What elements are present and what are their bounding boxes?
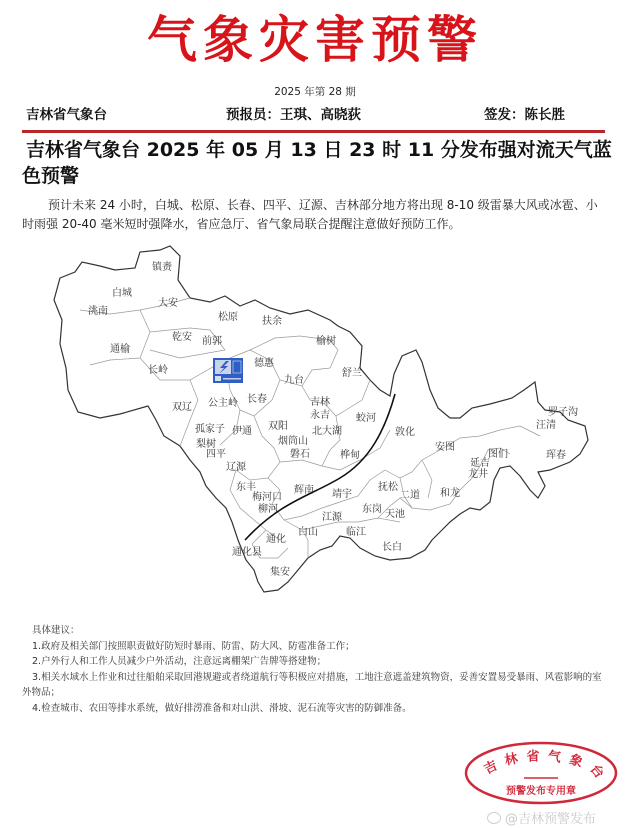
map-label: 临江 xyxy=(346,527,366,538)
map-label: 长春 xyxy=(247,394,267,405)
warning-body: 预计未来 24 小时，白城、松原、长春、四平、辽源、吉林部分地方将出现 8-10 级雷暴大风或冰雹、小时雨强 20-40 毫米短时强降水，省应急厅、省气象局联合提醒注意做好预防工作。 xyxy=(22,198,598,231)
map-label: 白山 xyxy=(298,527,318,538)
map-label: 磐石 xyxy=(290,449,310,460)
advice-item: 2.户外行人和工作人员减少户外活动，注意远离棚架广告牌等搭建物； xyxy=(32,656,327,667)
stamp-bottom-text: 预警发布专用章 xyxy=(506,786,576,797)
map-label: 扶余 xyxy=(262,316,282,327)
map-label: 龙井 xyxy=(468,469,488,480)
map-label: 通榆 xyxy=(110,344,130,355)
map-label: 辽源 xyxy=(226,462,246,473)
map-label: 罗子沟 xyxy=(548,407,578,418)
official-stamp xyxy=(462,740,620,806)
map-label: 洮南 xyxy=(88,306,108,317)
advice-item: 3.相关水域水上作业和过往船舶采取回港规避或者绕道航行等积极应对措施，工地注意遮盖建筑物资，妥善安置易受暴雨、风雹影响的室外物品； xyxy=(22,671,602,698)
map-label: 靖宇 xyxy=(332,489,352,500)
map-label: 江源 xyxy=(322,512,342,523)
map-label: 梅河口 xyxy=(252,492,282,503)
map-label: 吉林 xyxy=(310,397,330,408)
map-label: 北大湖 xyxy=(312,426,342,437)
advice-heading: 具体建议： xyxy=(32,625,80,636)
map-label: 蛟河 xyxy=(356,413,376,424)
map-label: 长岭 xyxy=(148,365,168,376)
map-label: 舒兰 xyxy=(342,368,362,379)
stamp-top-text: 吉林省气象台 xyxy=(481,749,612,788)
weibo-watermark xyxy=(487,808,596,827)
map-label: 珲春 xyxy=(546,450,566,461)
map-label: 榆树 xyxy=(316,336,336,347)
map-label: 孤家子 xyxy=(195,424,225,435)
map-label: 德惠 xyxy=(254,358,274,369)
map-label: 梨树 xyxy=(196,439,216,450)
advice-section xyxy=(22,623,607,716)
map-label: 东丰 xyxy=(236,482,256,493)
weibo-icon xyxy=(487,812,501,824)
document-title: 气象灾害预警 xyxy=(147,10,483,69)
map-label: 延吉 xyxy=(470,458,490,469)
map-label: 九台 xyxy=(284,375,304,386)
jilin-province-map xyxy=(40,240,600,630)
map-label: 双辽 xyxy=(172,402,192,413)
forecaster: 预报员：王琪、高晓荻 xyxy=(226,107,361,123)
map-label: 汪清 xyxy=(536,420,556,431)
map-label: 乾安 xyxy=(172,332,192,343)
watermark-text: @吉林预警发布 xyxy=(505,812,597,827)
map-label: 天池 xyxy=(385,509,405,520)
map-label: 前郭 xyxy=(202,336,222,347)
map-label: 松原 xyxy=(218,312,238,323)
organization: 吉林省气象台 xyxy=(26,107,107,123)
map-label: 双阳 xyxy=(268,421,288,432)
advice-item: 1.政府及相关部门按照职责做好防短时暴雨、防雷、防大风、防雹准备工作； xyxy=(32,640,355,652)
map-label: 集安 xyxy=(270,567,290,578)
warning-headline: 吉林省气象台 2025 年 05 月 13 日 23 时 11 分发布强对流天气蓝色预警 xyxy=(22,139,612,187)
svg-text:吉林省气象台 xyxy=(481,748,612,788)
map-label: 和龙 xyxy=(440,488,460,499)
map-label: 柳河 xyxy=(258,504,278,515)
map-label: 通化 xyxy=(266,534,286,545)
map-label: 辉南 xyxy=(294,485,314,496)
map-label: 公主岭 xyxy=(208,398,238,409)
issue-number: 2025 年第 28 期 xyxy=(274,86,356,98)
map-label: 镇赉 xyxy=(152,262,172,273)
map-label: 白城 xyxy=(112,288,132,299)
map-label: 大安 xyxy=(158,298,178,309)
map-label: 烟筒山 xyxy=(278,436,308,447)
advice-item: 4.检查城市、农田等排水系统，做好排涝准备和对山洪、滑坡、泥石流等灾害的防御准备。 xyxy=(32,702,412,714)
map-label: 安图 xyxy=(435,442,455,453)
meta-row xyxy=(26,103,606,123)
signer: 签发：陈长胜 xyxy=(484,107,565,123)
map-label: 图们 xyxy=(488,449,508,460)
thunderstorm-warning-icon xyxy=(213,358,243,383)
map-label: 抚松 xyxy=(378,482,398,493)
map-label: 四平 xyxy=(206,449,226,460)
map-label: 敦化 xyxy=(395,427,415,438)
map-label: 桦甸 xyxy=(340,450,360,461)
map-label: 东岗 xyxy=(362,504,382,515)
header-divider xyxy=(22,130,605,133)
map-label: 永吉 xyxy=(310,410,330,421)
map-label: 二道 xyxy=(400,490,420,501)
map-label: 伊通 xyxy=(232,426,252,437)
map-label: 通化县 xyxy=(232,547,262,558)
map-label: 长白 xyxy=(382,542,402,553)
